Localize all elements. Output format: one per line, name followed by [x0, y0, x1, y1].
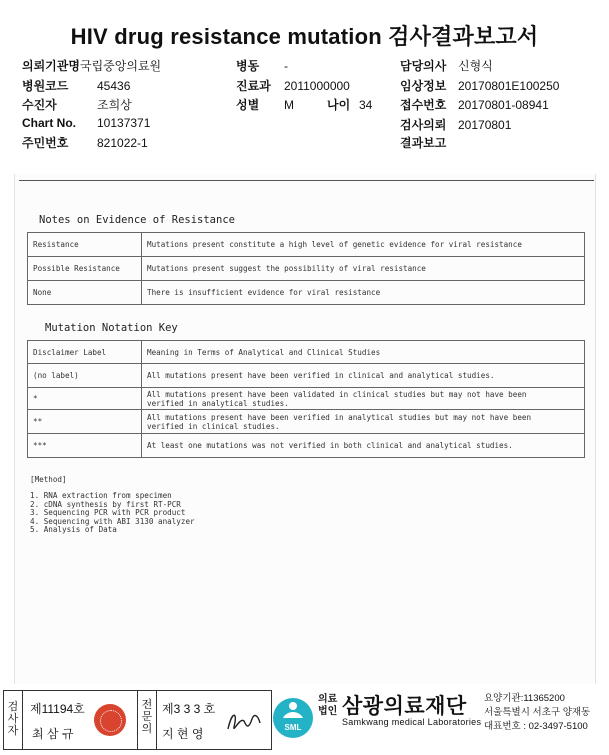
report-footer — [0, 688, 609, 755]
info-dept: 진료과 2011000000 — [236, 79, 350, 93]
info-doctor: 담당의사 신형식 — [400, 59, 493, 73]
info-request-date: 검사의뢰 20170801 — [400, 118, 512, 132]
notation-label: *** — [28, 434, 142, 458]
evidence-term: None — [28, 281, 142, 305]
evidence-table — [27, 232, 585, 305]
top-rule — [19, 180, 594, 181]
method-section — [30, 476, 195, 534]
examiner-seal-icon — [94, 704, 126, 736]
report-title: HIV drug resistance mutation 검사결과보고서 — [70, 24, 539, 49]
notation-label: ** — [28, 410, 142, 434]
table-row — [28, 434, 585, 458]
notation-meaning: All mutations present have been verified in clinical and analytical studies. — [142, 364, 585, 388]
notation-header-meaning: Meaning in Terms of Analytical and Clinical Studies — [142, 341, 585, 364]
info-patient: 수진자 조희상 — [22, 98, 132, 112]
scanned-page — [14, 174, 596, 684]
info-ward: 병동 - — [236, 59, 288, 73]
info-sex: 성별 M — [236, 98, 294, 112]
evidence-desc: There is insufficient evidence for viral resistance — [142, 281, 585, 305]
evidence-term: Resistance — [28, 233, 142, 257]
evidence-desc: Mutations present suggest the possibility of viral resistance — [142, 257, 585, 281]
phone: 대표번호 : 02-3497-5100 — [484, 721, 588, 732]
table-row — [28, 233, 585, 257]
evidence-term: Possible Resistance — [28, 257, 142, 281]
evidence-title: Notes on Evidence of Resistance — [39, 214, 235, 226]
examiner-license: 제11194호 — [30, 702, 85, 716]
notation-table — [27, 340, 585, 458]
method-step: 3. Sequencing PCR with PCR product — [30, 508, 186, 518]
notation-meaning: All mutations present have been validated in clinical studies but may not have been verified in analytical studies. — [142, 388, 585, 410]
examiner-label: 검사자 — [7, 701, 19, 737]
table-row — [28, 364, 585, 388]
org-prefix: 의료 법인 — [318, 694, 338, 717]
table-row — [28, 410, 585, 434]
info-institution: 의뢰기관명국립중앙의료원 — [22, 59, 162, 73]
method-step: 2. cDNA synthesis by first RT-PCR — [30, 499, 181, 509]
info-report-date: 결과보고 — [400, 136, 447, 150]
signature-box — [3, 690, 272, 750]
method-title: [Method] — [30, 475, 67, 484]
table-row — [28, 281, 585, 305]
method-step: 4. Sequencing with ABI 3130 analyzer — [30, 516, 195, 526]
org-contact — [484, 692, 590, 734]
specialist-label: 전문의 — [141, 699, 153, 735]
info-receipt-no: 접수번호 20170801-08941 — [400, 98, 549, 112]
signature-icon — [224, 705, 264, 737]
info-resident-no: 주민번호 821022-1 — [22, 136, 148, 150]
notation-meaning: All mutations present have been verified in analytical studies but may not have been verified in clinical studies. — [142, 410, 585, 434]
care-code: 요양기관:11365200 — [484, 693, 565, 704]
notation-header-label: Disclaimer Label — [28, 341, 142, 364]
method-step: 1. RNA extraction from specimen — [30, 491, 172, 501]
evidence-desc: Mutations present constitute a high level of genetic evidence for viral resistance — [142, 233, 585, 257]
info-clinical-info: 임상정보 20170801E100250 — [400, 79, 560, 93]
specialist-license: 제3 3 3 호 — [162, 702, 216, 716]
info-chart-no: Chart No. 10137371 — [22, 116, 151, 130]
examiner-name: 최 삼 규 — [32, 727, 74, 741]
notation-label: (no label) — [28, 364, 142, 388]
specialist-name: 지 현 영 — [162, 727, 204, 741]
method-step: 5. Analysis of Data — [30, 525, 117, 535]
notation-meaning: At least one mutations was not verified in both clinical and analytical studies. — [142, 434, 585, 458]
org-name: 삼광의료재단 — [342, 695, 467, 718]
table-row — [28, 388, 585, 410]
org-english: Samkwang medical Laboratories — [342, 717, 482, 727]
table-row — [28, 341, 585, 364]
info-age: 나이 34 — [327, 98, 373, 112]
sml-logo-icon: SML — [273, 698, 313, 738]
info-hospital-code: 병원코드 45436 — [22, 79, 131, 93]
table-row — [28, 257, 585, 281]
address: 서울특별시 서초구 양재동 — [484, 707, 591, 718]
notation-title: Mutation Notation Key — [45, 322, 178, 334]
notation-label: * — [28, 388, 142, 410]
